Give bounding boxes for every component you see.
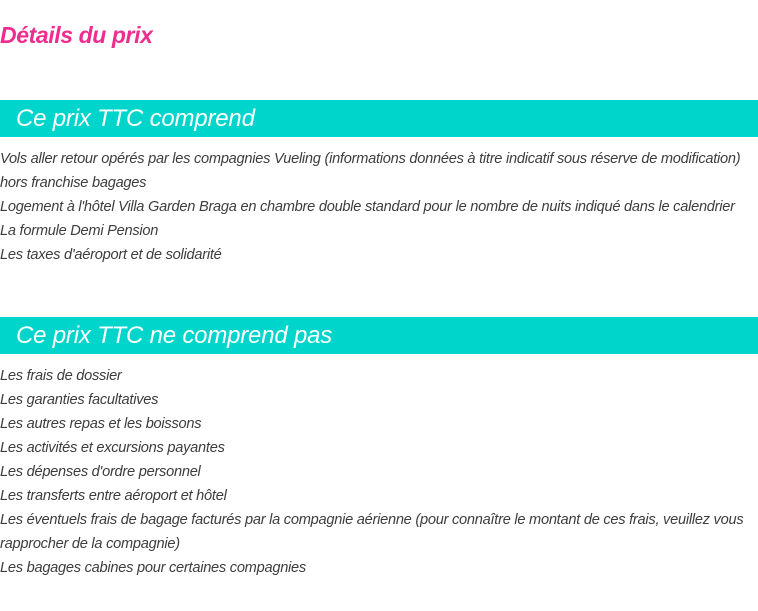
excluded-heading: Ce prix TTC ne comprend pas (16, 322, 333, 349)
excluded-item: Les activités et excursions payantes (0, 440, 225, 456)
included-item: Logement à l'hôtel Villa Garden Braga en chambre double standard pour le nombre de nuits indiqué dans le calendrier (0, 199, 735, 215)
included-item: hors franchise bagages (0, 175, 147, 191)
excluded-item: Les transferts entre aéroport et hôtel (0, 488, 227, 504)
page-title: Détails du prix (0, 22, 153, 48)
excluded-item: Les garanties facultatives (0, 392, 159, 408)
excluded-item: Les autres repas et les boissons (0, 416, 202, 432)
included-item: Les taxes d'aéroport et de solidarité (0, 247, 222, 263)
included-list (0, 147, 758, 267)
included-item: Vols aller retour opérés par les compagnies Vueling (informations données à titre indicatif sous réserve de modification) (0, 151, 741, 167)
excluded-item: Les frais de dossier (0, 368, 122, 384)
included-item: La formule Demi Pension (0, 223, 159, 239)
excluded-section-header (0, 317, 758, 354)
included-heading: Ce prix TTC comprend (16, 105, 255, 132)
excluded-item: Les dépenses d'ordre personnel (0, 464, 201, 480)
excluded-item: Les éventuels frais de bagage facturés par la compagnie aérienne (pour connaître le montant de ces frais, veuillez vous rapprocher de la compagnie) (0, 512, 744, 552)
excluded-item: Les bagages cabines pour certaines compagnies (0, 560, 306, 576)
excluded-list (0, 364, 758, 580)
included-section-header (0, 100, 758, 137)
